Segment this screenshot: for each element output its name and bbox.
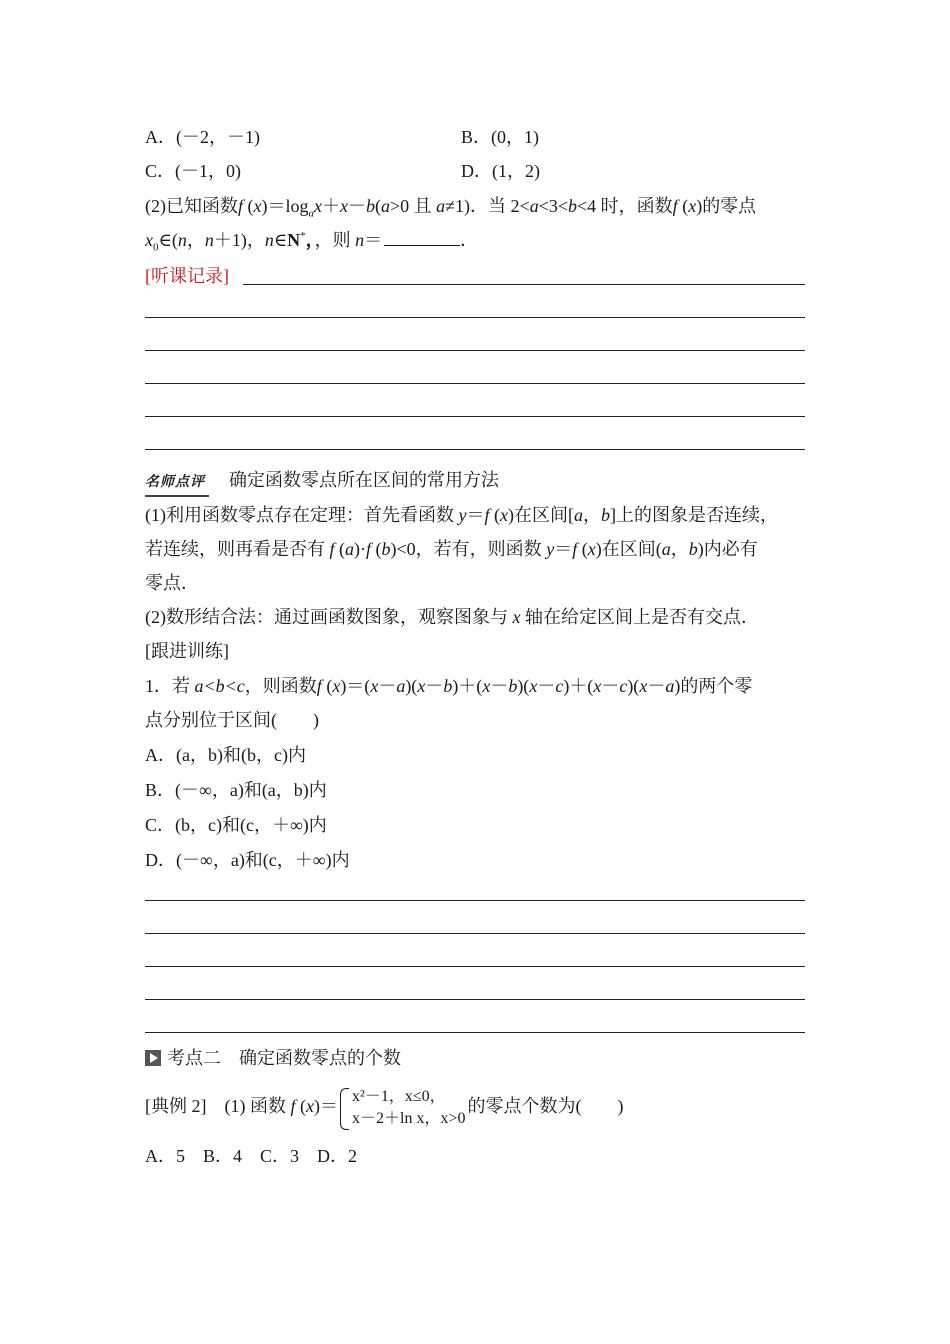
mingshi-title: 确定函数零点所在区间的常用方法: [229, 470, 499, 491]
example-2-options: A．5 B．4 C．3 D．2: [145, 1146, 358, 1166]
piecewise-function: [340, 1086, 465, 1130]
practice-label: [跟进训练]: [145, 641, 229, 661]
mingshi-header: [145, 468, 499, 497]
listen-record-label: [听课记录]: [145, 266, 229, 286]
question-2-line1: (2)已知函数f $(x)=\log_ax+x-b(a>0$ 且 a≠1)．当 2<a<3<b<4 时，函数f (x)的零点: [145, 196, 757, 220]
piecewise-case-2: x－2＋ln x，x>0: [352, 1109, 466, 1127]
note-line[interactable]: [145, 416, 805, 417]
mingshi-para1: (1)利用函数零点存在定理：首先看函数 y＝f (x)在区间[a，b]上的图象是否连续，: [145, 505, 779, 525]
mingshi-para4: (2)数形结合法：通过画函数图象，观察图象与 x 轴在给定区间上是否有交点．: [145, 607, 759, 627]
answer-blank[interactable]: [384, 229, 460, 246]
example-2: [典例 2] (1) 函数 f (x)＝ x²－1，x≤0， x－2＋ln x，x>0 的零点个数为( ): [145, 1082, 624, 1130]
note-line[interactable]: [243, 284, 805, 285]
practice-option-c: C．(b，c)和(c，＋∞)内: [145, 815, 327, 835]
note-line[interactable]: [145, 999, 805, 1000]
mingshi-para3: 零点．: [145, 573, 199, 593]
practice-q1-line2: 点分别位于区间( ): [145, 710, 319, 730]
play-icon: [145, 1050, 161, 1066]
note-line[interactable]: [145, 900, 805, 901]
kaodian-heading: [145, 1047, 401, 1071]
note-line[interactable]: [145, 383, 805, 384]
mingshi-para2: 若连续，则再看是否有 f (a)·f (b)<0，若有，则函数 y＝f (x)在区间(a，b)内必有: [145, 539, 758, 559]
note-line[interactable]: [145, 350, 805, 351]
note-line[interactable]: [145, 317, 805, 318]
practice-option-a: A．(a，b)和(b，c)内: [145, 745, 306, 765]
practice-q1-line1: 1．若 a<b<c，则函数f (x)＝(x－a)(x－b)＋(x－b)(x－c)＋(x－c)(x－a)的两个零: [145, 676, 753, 696]
note-line[interactable]: [145, 933, 805, 934]
option-b: B．(0，1): [461, 127, 539, 147]
note-line[interactable]: [145, 1032, 805, 1033]
piecewise-case-1: x²－1，x≤0，: [352, 1087, 446, 1105]
practice-option-b: B．(－∞，a)和(a，b)内: [145, 780, 327, 800]
option-d: D．(1，2): [461, 161, 540, 181]
option-a: A．(－2，－1): [145, 127, 260, 147]
option-c: C．(－1，0): [145, 161, 241, 181]
mingshi-tag: 名师点评: [145, 470, 209, 497]
note-line[interactable]: [145, 966, 805, 967]
practice-option-d: D．(－∞，a)和(c，＋∞)内: [145, 850, 350, 870]
kaodian-title: 考点二 确定函数零点的个数: [167, 1048, 401, 1069]
note-line[interactable]: [145, 449, 805, 450]
question-2-line2: $x_0\in(n$，n＋1)，n∈N*，，则 n＝ ．: [145, 230, 479, 254]
